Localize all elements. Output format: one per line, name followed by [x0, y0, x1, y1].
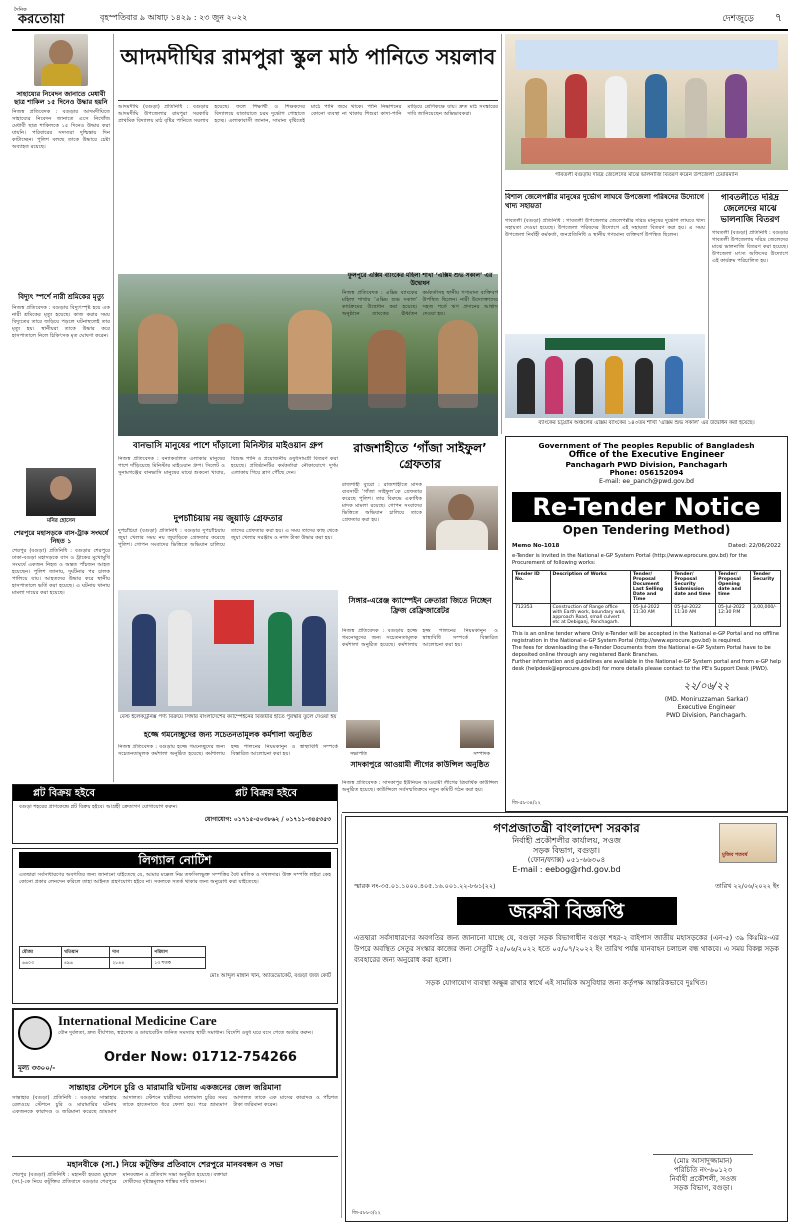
section-name: দেশজুড়ে — [722, 14, 754, 24]
gov-closing: সড়ক যোগাযোগ ব্যবস্থা অক্ষুন্ন রাখার স্বার্থে এই সাময়িক অসুবিধার জন্য কর্তৃপক্ষ আন্তরিকভাবে দুঃখিত। — [425, 979, 708, 987]
tender-note2: The fees for downloading the e-Tender Documents from the National e-GP System Portal have to be deposited online through any registered Bank Branches. — [512, 645, 771, 658]
student-headline: সাহায্যের নিবেদন জানাতে মেধাবী ছাত্র শাকিল ১৫ দিনেও উদ্ধার হয়নি — [14, 90, 108, 106]
bottom-mid-divider — [341, 814, 342, 1218]
sherpur-protest-headline: মহানবীকে (সা.) নিয়ে কটূক্তির প্রতিবাদে শেরপুরে মানববন্ধন ও সভা — [67, 1160, 283, 1169]
dupchanchia-headline-box — [118, 514, 338, 526]
legal-title: লিগ্যাল নোটিশ — [19, 852, 331, 868]
tender-sign-date: ২২/০৬/২২ — [683, 681, 730, 692]
exim-article — [342, 272, 498, 436]
tender-id: 712353 — [513, 604, 551, 627]
medicine-ad — [12, 1008, 338, 1078]
tender-col-desc: Description of Works — [550, 571, 630, 604]
left-column-divider — [113, 34, 114, 782]
table-row — [513, 604, 781, 627]
tender-selling-date: 05-Jul-2022 11:30 AM — [630, 604, 671, 627]
gov-signer-id: পরিচিতি নং-৬০১২৩ — [673, 1166, 733, 1174]
gov-phone: (ফোন/ফ্যাক্স) ০৫১-৬৬৩০৪ — [527, 856, 606, 864]
schedule-col-khatian: খতিয়ান — [61, 947, 109, 958]
exim-article-headline: ফুলপুরে এক্সিম ব্যাংকের মহিলা শাখা ‘এক্সিম শুভ সকাল’ এর উদ্বোধন — [347, 272, 493, 287]
right-side-divider — [708, 193, 709, 419]
gov-signer-office: সড়ক বিভাগ, বগুড়া। — [673, 1184, 733, 1192]
flood-headline-box — [118, 440, 338, 454]
santahar-article — [12, 1082, 338, 1154]
santahar-body: সান্তাহার (বগুড়া) প্রতিনিধি : বগুড়ার সান্তাহার রেলওয়ে স্টেশনে চুরি ও মারামারির ঘটনায় একজনকে কারাদণ্ড ও জরিমানা করেছে ভ্রাম্যমাণ আদালত। স্টেশনে যাত্রীদের মালামাল চুরির সময় তাকে হাতেনাতে ধরে ফেলা হয়। পরে ভ্রাম্যমাণ আদালত তাকে এক মাসের কারাদণ্ড ও পাঁচশত টাকা জরিমানা করেন। — [12, 1095, 338, 1115]
haj-headline-box — [118, 730, 338, 742]
gov-signature-scribble — [653, 1139, 753, 1155]
right-top-photo — [505, 34, 788, 170]
rajshahi-headline: রাজশাহীতে ‘গাঁজা সাইফুল’ গ্রেফতার — [353, 441, 487, 471]
santahar-rule — [12, 1156, 338, 1157]
victim-photo — [26, 468, 96, 516]
tender-note1: This is an online tender where Only e-Tender will be accepted in the National e-GP Portal and no offline registration in the National e-GP System Portal (http://www.eprocure.gov.bd) is required. — [512, 631, 780, 644]
plot-ad-contact: যোগাযোগ: ০১৭১৫-৫০৩৮৬২ / ০১৭১১-৩৪৫৩৫৩ — [204, 816, 331, 823]
lead-rule — [118, 100, 498, 101]
tender-col-security-date: Tender/ Proposal Security Submission date and time — [672, 571, 716, 604]
tender-signer: (MD. Moniruzzaman Sarkar) — [664, 696, 749, 703]
side-body: গাবতলী (বগুড়া) প্রতিনিধি : বগুড়ার গাবতলী উপজেলায় দরিদ্র জেলেদের মাঝে ভালনাজি বিতরণ করা হয়েছে। উপজেলা মৎস্য অফিসের উদ্যোগে এই কার্যক্রম পরিচালিত হয়। — [712, 230, 788, 264]
tender-subtitle: Open Tendering Method) — [562, 523, 731, 537]
tender-signer-title: Executive Engineer — [677, 704, 736, 711]
masthead-rule — [12, 29, 788, 31]
tender-opening-date: 05-Jul-2022 12:30 P.M — [716, 604, 751, 627]
masthead — [12, 6, 788, 28]
tender-gov-line3: Panchagarh PWD Division, Panchagarh — [565, 460, 728, 469]
tender-signature-block — [632, 679, 781, 720]
exim-photo-caption: ব্যাংকের চট্টগ্রাম অঞ্চলের এক্সিম ব্যাংকের ১৪৩তম শাখা ‘এক্সিম শুভ সকাল’ এর উদ্বোধন করা হয়েছে। — [538, 420, 755, 426]
tender-email: E-mail: ee_panch@pwd.gov.bd — [599, 478, 694, 485]
gov-logo — [719, 823, 777, 863]
gov-memo-row — [354, 881, 779, 891]
tender-title: Re-Tender Notice — [512, 492, 781, 522]
schedule-col-area: পরিমাণ — [152, 947, 206, 958]
haj-headline: হজ্জে গমনেচ্ছুদের জন্য সচেতনতামূলক কর্মশালা অনুষ্ঠিত — [143, 730, 313, 739]
lead-headline-box — [118, 44, 498, 96]
right-top-rule — [505, 190, 788, 191]
tender-col-security: Tender Security — [750, 571, 780, 604]
schedule-mouza: ৬৬০৩ — [20, 958, 62, 969]
santahar-headline: সান্তাহার স্টেশনে চুরি ও মারামারি ঘটনায় একজনের জেল জরিমানা — [68, 1083, 282, 1092]
schedule-col-mouza: মৌজা — [20, 947, 62, 958]
gov-signature-block — [633, 1139, 773, 1193]
right-long-headline-box — [505, 193, 705, 217]
medicine-price: মূল্য ৩৩০০/- — [18, 1064, 56, 1072]
left-column — [12, 34, 110, 782]
gov-line1: গণপ্রজাতন্ত্রী বাংলাদেশ সরকার — [493, 821, 640, 835]
sadakapur-headline: সাদকাপুরে আওয়ামী লীগের কাউন্সিল অনুষ্ঠিত — [350, 760, 490, 769]
legal-notice — [12, 848, 338, 1004]
tender-col-selling: Tender/ Proposal Document Last Selling Date and Time — [630, 571, 671, 604]
gov-body: এতদ্বারা সর্বসাধারণের অবগতির জন্য জানানো যাচ্ছে যে, বগুড়া সড়ক বিভাগাধীন বগুড়া শহর-২ বাইপাস জাতীয় মহাসড়কের (এন-৫) ৩৯ কিঃমিঃ-এর উপরে অবস্থিত সেতুর সংস্কার কাজের জন্য সেতুটি ২৫/০৬/২০২২ হতে ০৫/০৭/২০২২ ইং তারিখ পর্যন্ত যানবাহন চলাচল বন্ধ থাকবে। এ সময় বিকল্প সড়ক ব্যবহারের জন্য অনুরোধ করা হলো। — [354, 934, 779, 964]
plot-ad-title-bar — [13, 785, 337, 801]
legal-signature: মোঃ আব্দুল মান্নান খান, অ্যাডভোকেট, বগুড়া জজ কোর্ট — [209, 973, 331, 979]
bidyut-body: নিজস্ব প্রতিবেদক : বগুড়ায় বিদ্যুৎস্পৃষ্ট হয়ে এক নারী শ্রমিকের মৃত্যু হয়েছে। কাজ করার সময় বিদ্যুতের তারে জড়িয়ে পড়লে ঘটনাস্থলেই তার মৃত্যু হয়। স্থানীয়রা তাকে উদ্ধার করে হাসপাতালে নিলে চিকিৎসক মৃত ঘোষণা করেন। — [12, 305, 110, 339]
lead-body: আদমদীঘি (বগুড়া) প্রতিনিধি : বগুড়ার আদমদীঘি উপজেলার রামপুরা সরকারি প্রাথমিক বিদ্যালয় মাঠ বৃষ্টির পানিতে সয়লাব হয়েছে। ফলে শিক্ষার্থী ও শিক্ষকদের বিদ্যালয়ে যাতায়াতে চরম দুর্ভোগ পোহাতে হচ্ছে। এলাকাবাসী জানান, সামান্য বৃষ্টিতেই মাঠে পানি জমে থাকে। পানি নিষ্কাশনের কোনো ব্যবস্থা না থাকায় শিশুরা কাদা-পানি মাড়িয়ে শ্রেণিকক্ষে যায়। দ্রুত মাঠ সংস্কারের দাবি জানিয়েছেন অভিভাবকরা। — [118, 104, 498, 124]
tender-gov-line2: Office of the Executive Engineer — [568, 450, 725, 460]
rajshahi-body: রাজশাহী ব্যুরো : রাজশাহীতে মাদক ব্যবসায়ী ‘গাঁজা সাইফুল’কে গ্রেফতার করেছে পুলিশ। তার বিরুদ্ধে একাধিক মাদক মামলা রয়েছে। গোপন সংবাদের ভিত্তিতে অভিযান চালিয়ে তাকে গ্রেফতার করা হয়। — [342, 482, 422, 523]
side-headline-box — [712, 193, 788, 227]
sadakapur-body: নিজস্ব প্রতিবেদক : সাদকাপুর ইউনিয়ন আওয়ামী লীগের ত্রিবার্ষিক কাউন্সিল অনুষ্ঠিত হয়েছে। কাউন্সিলে সর্বসম্মতিক্রমে নতুন কমিটি গঠন করা হয়। — [342, 780, 498, 793]
plot-ad-title-right: প্লট বিক্রয় হইবে — [235, 788, 297, 799]
gov-title: জরুরী বিজ্ঞপ্তি — [457, 897, 677, 925]
right-top-caption: গাবতলী বগুড়ায় দরিদ্র জেলেদের মাঝে ভালনাজি বিতরণ করেন উপজেলা চেয়ারম্যান — [555, 172, 738, 178]
sadakapur-captions — [342, 751, 498, 759]
secretary-caption: সম্পাদক — [473, 751, 490, 757]
tender-memo: Memo No-1018 — [512, 543, 560, 549]
medicine-title: International Medicine Care — [58, 1013, 217, 1028]
right-long-headline: বিশাল জেলেপল্লীর মানুষের দুর্ভোগ লাঘবে উপজেলা পরিষদের উদ্যোগে খাদ্য সহায়তা — [505, 193, 705, 210]
tender-table — [512, 570, 781, 627]
student-photo — [34, 34, 88, 86]
exim-photo — [505, 334, 705, 418]
lead-headline: আদমদীঘির রামপুরা স্কুল মাঠ পানিতে সয়লাব — [120, 44, 496, 69]
tender-memo-row — [512, 542, 781, 550]
right-long-body: গাবতলী (বগুড়া) প্রতিনিধি : গাবতলী উপজেলার জেলেপল্লীর দরিদ্র মানুষের দুর্ভোগ লাঘবে খাদ্য সহায়তা দেওয়া হয়েছে। উপজেলা পরিষদের উদ্যোগে এই সহায়তা বিতরণ করা হয়। এ সময় উপজেলা নির্বাহী কর্মকর্তা, জনপ্রতিনিধি ও স্থানীয় গণ্যমান্য ব্যক্তিবর্গ উপস্থিত ছিলেন। — [505, 218, 705, 238]
tender-security-date: 05-Jul-2022 11:30 AM — [672, 604, 716, 627]
tender-signer-office: PWD Division, Panchagarh. — [666, 712, 747, 719]
flood-body: নিজস্ব প্রতিবেদক : বন্যাকবলিত এলাকার মানুষের পাশে দাঁড়িয়েছে মিনিস্টার মাইওয়ান গ্রুপ। সিলেট ও সুনামগঞ্জের বানভাসি মানুষের মাঝে শুকনো খাবার, বিশুদ্ধ পানি ও প্রয়োজনীয় ওষুধসামগ্রী বিতরণ করা হয়েছে। প্রতিষ্ঠানটির কর্মকর্তারা নৌকাযোগে দুর্গম এলাকায় গিয়ে ত্রাণ পৌঁছে দেন। — [118, 456, 338, 476]
gov-signer-title: নির্বাহী প্রকৌশলী, সওজ — [669, 1175, 737, 1183]
tender-dated: Dated: 22/06/2022 — [728, 543, 781, 549]
tender-desc: Construction of Range office with Earth work, boundary wall, approach Road, small culvert etc at Debiganj, Panchagarh. — [550, 604, 630, 627]
sherpur-protest-body: শেরপুর (বগুড়া) প্রতিনিধি : মহানবী হযরত মুহাম্মদ (সা.)-কে নিয়ে কটূক্তির প্রতিবাদে বগুড়ার শেরপুরে মানববন্ধন ও প্রতিবাদ সভা অনুষ্ঠিত হয়েছে। বক্তারা দোষীদের দৃষ্টান্তমূলক শাস্তির দাবি জানান। — [12, 1172, 228, 1185]
singer-photo — [118, 590, 338, 712]
legal-schedule — [19, 946, 206, 969]
exim-article-body: নিজস্ব প্রতিবেদক : এক্সিম ব্যাংকের মহিলা শাখায় ‘এক্সিম শুভ সকাল’ কার্যক্রমের উদ্বোধন করা হয়েছে। অনুষ্ঠানে ব্যাংকের ঊর্ধ্বতন কর্মকর্তাসহ স্থানীয় গণ্যমান্য ব্যক্তিবর্গ উপস্থিত ছিলেন। নারী উদ্যোক্তাদের সহজ শর্তে ঋণ প্রদানের আশ্বাস দেওয়া হয়। — [342, 290, 498, 317]
page-number: ৭ — [774, 11, 782, 24]
sadakapur-photos — [342, 720, 498, 750]
lead-right-divider — [501, 34, 502, 434]
bidyut-headline: বিদ্যুৎ স্পর্শে নারী শ্রমিকের মৃত্যু — [18, 293, 104, 301]
plot-ad-body: বগুড়া শহরের প্রাণকেন্দ্রে প্লট বিক্রয় হইবে। আগ্রহী ক্রেতাগণ যোগাযোগ করুন। — [19, 804, 178, 810]
tender-notice — [505, 436, 788, 812]
gov-memo: স্মারক নং-৩৫.০১.১০০০.৪০৫.১৬.০০১.২২-৮৬১(২২) — [354, 882, 496, 890]
medicine-logo — [18, 1016, 52, 1050]
gov-line2: নির্বাহী প্রকৌশলীর কার্যালয়, সওজ — [512, 836, 621, 845]
gov-logo-text: মুজিব শতবর্ষ — [722, 852, 748, 858]
president-caption: সভাপতি — [350, 751, 368, 757]
issue-date: বৃহস্পতিবার ৯ আষাঢ় ১৪২৯ : ২৩ জুন ২০২২ — [100, 13, 248, 22]
schedule-dag: ২৮৪৪ — [110, 958, 152, 969]
bottom-mid-rule — [342, 812, 788, 813]
student-body: নিজস্ব প্রতিবেদক : বগুড়ার আদমদীঘিতে সাহায্যের নিবেদন জানাতে এসে নিখোঁজ মেধাবী ছাত্র শাকিলকে ১৫ দিনেও উদ্ধার করা যায়নি। পরিবারের সদস্যরা দুশ্চিন্তায় দিন কাটাচ্ছেন। পুলিশ বলছে তাকে উদ্ধারে চেষ্টা অব্যাহত রয়েছে। — [12, 109, 110, 150]
sherpur-protest-article — [12, 1159, 338, 1219]
plot-ad — [12, 784, 338, 844]
gov-line3: সড়ক বিভাগ, বগুড়া। — [533, 846, 600, 855]
paper-prefix: দৈনিক — [14, 7, 27, 13]
gov-notice — [345, 816, 788, 1222]
legal-body: এতদ্বারা সর্বসাধারণের অবগতির জন্য জানানো যাইতেছে যে, আমার মক্কেল নিম্ন তফসিলভুক্ত সম্পত্তির বৈধ মালিক ও দখলদার। উক্ত সম্পত্তি লইয়া কেহ কোনো প্রকার লেনদেন করিলে তাহা আইনত গ্রহণযোগ্য হইবে না। সকলকে সতর্ক থাকার জন্য অনুরোধ করা যাইতেছে। — [19, 872, 331, 885]
tender-phone: Phone: 056152094 — [609, 469, 684, 477]
paper-name: করতোয়া — [18, 12, 65, 27]
dupchanchia-body: দুপচাঁচিয়া (বগুড়া) প্রতিনিধি : বগুড়ার দুপচাঁচিয়ায় জুয়া খেলার সময় নয় জুয়াড়িকে গ্রেফতার করেছে পুলিশ। গোপন সংবাদের ভিত্তিতে অভিযান চালিয়ে তাদের গ্রেফতার করা হয়। এ সময় তাদের কাছ থেকে জুয়া খেলার সরঞ্জাম ও নগদ টাকা উদ্ধার করা হয়। — [118, 528, 338, 548]
plot-ad-title-left: প্লট বিক্রয় হইবে — [33, 788, 95, 799]
dupchanchia-headline: দুপচাঁচিয়ায় নয় জুয়াড়ি গ্রেফতার — [173, 514, 283, 524]
tender-gov-line1: Government of The peoples Republic of Bangladesh — [538, 441, 755, 450]
table-row — [20, 958, 206, 969]
rajshahi-headline-box — [342, 440, 498, 480]
tender-col-id: Tender ID No. — [513, 571, 551, 604]
singer-body-fill: নিজস্ব প্রতিবেদক : বগুড়ায় হজ্জে গমনেচ্ছুদের জন্য সচেতনতামূলক কর্মশালা অনুষ্ঠিত হয়েছে। কর্মশালায় হজ্জ পালনের নিয়মকানুন ও স্বাস্থ্যবিধি সম্পর্কে বিস্তারিত আলোচনা করা হয়। — [342, 628, 498, 648]
gov-date: তারিখ ২২/০৬/২০২২ ইং — [715, 882, 779, 890]
sadakapur-headline-box — [342, 760, 498, 778]
tender-ref: জি-৫৮৩৪/২২ — [512, 800, 541, 806]
schedule-col-dag: দাগ — [110, 947, 152, 958]
sherpur-headline: শেরপুরে মহাসড়কে বাস-ট্রাক সংঘর্ষে নিহত ১ — [13, 529, 109, 545]
medicine-order: Order Now: 01712-754266 — [104, 1050, 297, 1065]
rajshahi-photo — [426, 486, 498, 550]
medicine-body: যৌন দুর্বলতা, দ্রুত বীর্যপাত, স্বপ্নদোষ ও ডায়াবেটিস জনিত সমস্যার স্থায়ী সমাধান। বিদেশি ওষুধ ঘরে বসে পেতে অর্ডার করুন। — [58, 1030, 313, 1036]
gov-email: E-mail : eebog@rhd.gov.bd — [512, 865, 621, 874]
gov-signer: (মোঃ আসাদুজ্জামান) — [673, 1157, 733, 1165]
tender-intro: e-Tender is invited in the National e-GP System Portal (http://www.eprocure.gov.bd) for the Procurement of following works: — [512, 553, 748, 566]
schedule-area: ১৩ শতক — [152, 958, 206, 969]
tender-security-amount: 3,00,000/- — [750, 604, 780, 627]
tender-col-opening: Tender/ Proposal Opening date and time — [716, 571, 751, 604]
side-headline: গাবতলীতে দরিদ্র জেলেদের মাঝে ভালনাজি বিতরণ — [720, 193, 780, 225]
gov-ref: জি-৫৮৮৩/২২ — [352, 1210, 381, 1216]
singer-photo-caption: বেস্ট ইলেকট্রনিক্স পণ্য বিক্রয়ে সিঙ্গার বাংলাদেশের ক্যাম্পেইনের বিজয়ীর হাতে পুরস্কার তুলে দেওয়া হয় — [119, 714, 337, 720]
tender-note3: Further information and guidelines are available in the National e-GP System portal and from e-GP help desk (helpdesk@eprocure.gov.bd) for more details please contact to the PE's Support Desk (PWD). — [512, 659, 781, 672]
victim-caption: মনির হোসেন — [46, 518, 76, 524]
schedule-khatian: ৪৯৬ — [61, 958, 109, 969]
flood-headline: বানভাসি মানুষের পাশে দাঁড়ালো মিনিস্টার মাইওয়ান গ্রুপ — [133, 441, 323, 451]
singer-headline: সিঙ্গার-এরেঞ্জ ক্যাম্পেইন ক্রেতারা জিতে নিচ্ছেন ফ্রিজ রেফ্রিজারেটর — [348, 596, 492, 615]
sherpur-body: শেরপুর (বগুড়া) প্রতিনিধি : বগুড়ার শেরপুরে ঢাকা-বগুড়া মহাসড়কে বাস ও ট্রাকের মুখোমুখি সংঘর্ষে একজন নিহত ও অন্তত পাঁচজন আহত হয়েছেন। পুলিশ জানায়, দুর্ঘটনার পর চালক পালিয়ে যায়। আহতদের উদ্ধার করে স্থানীয় হাসপাতালে ভর্তি করা হয়েছে। এ ঘটনায় থানায় মামলা দায়ের করা হয়েছে। — [12, 548, 110, 596]
haj-body: নিজস্ব প্রতিবেদক : বগুড়ায় হজ্জে গমনেচ্ছুদের জন্য সচেতনতামূলক কর্মশালা অনুষ্ঠিত হয়েছে। কর্মশালায় হজ্জ পালনের নিয়মকানুন ও স্বাস্থ্যবিধি সম্পর্কে বিস্তারিত আলোচনা করা হয়। — [118, 744, 338, 757]
